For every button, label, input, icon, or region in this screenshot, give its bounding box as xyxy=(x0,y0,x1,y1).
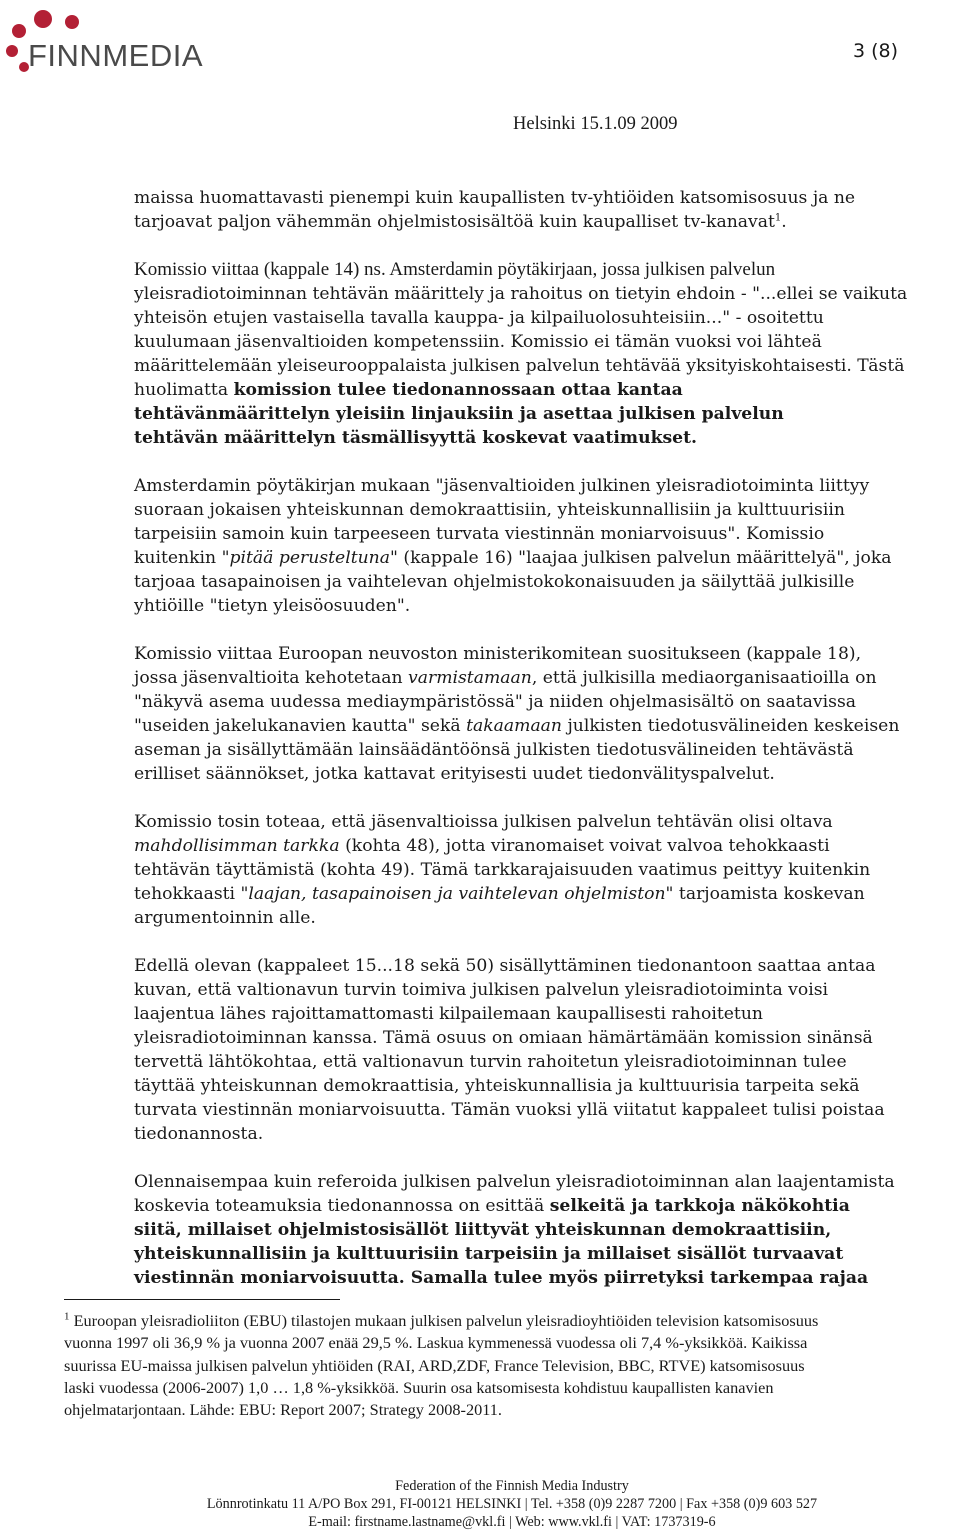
text-line: määrittelemään yleiseurooppalaista julkisen palvelun tehtävää yksityiskohtaisesti. Tästä xyxy=(134,356,905,376)
text-span: koskevia toteamuksia tiedonannossa on esittää xyxy=(134,1196,550,1216)
text-line: kuvan, että valtionavun turvin toimiva julkisen palvelun yleisradiotoiminta voisi xyxy=(134,980,829,1000)
paragraph-1 xyxy=(134,186,960,234)
text-line xyxy=(134,546,960,570)
logo-text: FINNMEDIA xyxy=(28,38,203,73)
paragraph-5 xyxy=(134,810,960,930)
text-line: kuulumaan jäsenvaltioiden kompetenssiin. Komissio ei tämän vuoksi voi lähteä xyxy=(134,332,822,352)
paragraph-3 xyxy=(134,474,960,618)
bold-text: viestinnän moniarvoisuutta. Samalla tulee myös piirretyksi tarkempaa rajaa xyxy=(134,1268,869,1288)
footnote-line xyxy=(64,1310,960,1332)
footer-address: Lönnrotinkatu 11 A/PO Box 291, FI-00121 HELSINKI | Tel. +358 (0)9 2287 7200 | Fax +358 (0)9 603 527 xyxy=(206,1496,818,1512)
text-span: julkisten tiedotusvälineiden keskeisen xyxy=(562,716,900,736)
bold-text: komission tulee tiedonannossaan ottaa kantaa xyxy=(233,380,683,400)
text-span: jossa jäsenvaltioita kehotetaan xyxy=(134,668,409,688)
text-span: tarjoamista koskevan xyxy=(673,884,865,904)
finnmedia-logo xyxy=(2,4,222,74)
text-line xyxy=(134,666,960,690)
paragraph-6 xyxy=(134,954,960,1146)
text-line xyxy=(134,210,960,234)
footnote-mark: 1 xyxy=(64,1310,70,1323)
page-footer xyxy=(0,1477,960,1531)
text-line: täyttää yhteiskunnan demokraattisia, yhteiskunnallisia ja kulttuurisia tarpeita sekä xyxy=(134,1076,860,1096)
text-line: yleisradiotoiminnan tehtävän määrittely ja rahoitus on tietyin ehdoin - "...ellei se vaikuta xyxy=(134,284,908,304)
text-line: laajentua lähes rajoittamattomasti kilpailemaan kaupallisesti rahoitetun xyxy=(134,1004,763,1024)
text-line: yleisradiotoiminnan kanssa. Tämä osuus on omiaan hämärtämään komission sinänsä xyxy=(134,1028,873,1048)
text-line: Amsterdamin pöytäkirjan mukaan "jäsenvaltioiden julkinen yleisradiotoiminta liittyy xyxy=(134,476,870,496)
text-span: tarjoavat paljon vähemmän ohjelmistosisältöä kuin kaupalliset tv-kanavat xyxy=(134,212,775,232)
bold-text: siitä, millaiset ohjelmistosisällöt liittyvät yhteiskunnan demokraattisiin, xyxy=(134,1220,832,1240)
text-line: Komissio tosin toteaa, että jäsenvaltioissa julkisen palvelun tehtävän olisi oltava xyxy=(134,812,833,832)
text-line xyxy=(134,834,960,858)
text-line: yhteisön etujen vastaisella tavalla kauppa- ja kilpailuolosuhteisiin..." - osoitettu xyxy=(134,308,824,328)
footnote-line: ohjelmatarjontaan. Lähde: EBU: Report 2007; Strategy 2008-2011. xyxy=(64,1400,502,1420)
text-line: tehtävän täyttämistä (kohta 49). Tämä tarkkarajaisuuden vaatimus peittyy kuitenkin xyxy=(134,860,871,880)
italic-text: takaamaan xyxy=(466,716,563,736)
text-line xyxy=(134,1266,960,1290)
text-span: kuitenkin " xyxy=(134,548,230,568)
italic-text: varmistamaan xyxy=(408,668,532,688)
bold-text: yhteiskunnallisiin ja kulttuurisiin tarpeisiin ja millaiset sisällöt turvaavat xyxy=(134,1244,844,1264)
document-date: Helsinki 15.1.09 2009 xyxy=(513,114,678,134)
text-span: Euroopan yleisradioliiton (EBU) tilastojen mukaan julkisen palvelun yleisradioyhtiöiden television katsomisosuus xyxy=(69,1311,819,1330)
text-span: huolimatta xyxy=(134,380,234,400)
text-line: tarpeisiin samoin kuin tarpeeseen turvata viestinnän moniarvoisuus". Komissio xyxy=(134,524,825,544)
footnote-line: vuonna 1997 oli 36,9 % ja vuonna 2007 enää 29,5 %. Laskua kymmenessä vuodessa oli 7,4 %-yksikköä. Kaikissa xyxy=(64,1333,808,1353)
text-span: . xyxy=(781,212,787,232)
text-span: , että julkisilla mediaorganisaatioilla on xyxy=(531,668,877,688)
bold-text: tehtävänmäärittelyn yleisiin linjauksiin ja asettaa julkisen palvelun xyxy=(134,404,784,424)
text-line xyxy=(134,1242,960,1266)
footnote-line: laski vuodessa (2006-2007) 1,0 … 1,8 %-yksikköä. Suurin osa katsomisesta kohdistuu kaupallisten kanavien xyxy=(64,1377,774,1397)
text-line: tervettä lähtökohtaa, että valtionavun turvin rahoitetun yleisradiotoiminnan tulee xyxy=(134,1052,847,1072)
paragraph-7 xyxy=(134,1170,960,1290)
text-span: " (kappale 16) "laajaa julkisen palvelun määrittelyä", joka xyxy=(390,548,892,568)
text-line: Olennaisempaa kuin referoida julkisen palvelun yleisradiotoiminnan alan laajentamista xyxy=(134,1172,895,1192)
footnote-line: suurissa EU-maissa julkisen palvelun yhtiöiden (RAI, ARD,ZDF, France Television, BBC, RTVE) katsomisosuus xyxy=(64,1355,805,1375)
footnote-separator xyxy=(64,1299,340,1300)
text-line: Komissio viittaa Euroopan neuvoston ministerikomitean suositukseen (kappale 18), xyxy=(134,644,862,664)
bold-text: selkeitä ja tarkkoja näkökohtia xyxy=(549,1196,850,1216)
italic-text: laajan, tasapainoisen ja vaihtelevan ohjelmiston" xyxy=(248,884,674,904)
page-number: 3 (8) xyxy=(852,40,898,62)
text-line: argumentoinnin alle. xyxy=(134,908,316,928)
text-line: "näkyvä asema uudessa mediaympäristössä" ja niiden ohjelmasisältö on saatavissa xyxy=(134,692,857,712)
text-line: tiedonannosta. xyxy=(134,1124,264,1144)
document-body xyxy=(134,186,960,1314)
text-line: Edellä olevan (kappaleet 15...18 sekä 50) sisällyttäminen tiedonantoon saattaa antaa xyxy=(134,956,876,976)
footnote xyxy=(64,1310,960,1421)
text-line: yhtiöille "tietyn yleisöosuuden". xyxy=(134,596,411,616)
paragraph-4 xyxy=(134,642,960,786)
footnote-reference: 1 xyxy=(774,212,782,224)
text-line xyxy=(134,1218,960,1242)
footer-contact: E-mail: firstname.lastname@vkl.fi | Web: www.vkl.fi | VAT: 1737319-6 xyxy=(308,1514,716,1530)
text-line xyxy=(134,1194,960,1218)
text-line: maissa huomattavasti pienempi kuin kaupallisten tv-yhtiöiden katsomisosuus ja ne xyxy=(134,188,856,208)
text-span: (kohta 48), jotta viranomaiset voivat valvoa tehokkaasti xyxy=(339,836,830,856)
italic-text: mahdollisimman tarkka xyxy=(134,836,340,856)
text-line: turvata viestinnän moniarvoisuutta. Tämän vuoksi yllä viitatut kappaleet tulisi poistaa xyxy=(134,1100,885,1120)
text-line xyxy=(134,714,960,738)
text-span: "useiden jakelukanavien kautta" sekä xyxy=(134,716,467,736)
paragraph-2 xyxy=(134,258,960,450)
text-line: erilliset säännökset, jotka kattavat erityisesti uudet tiedonvälityspalvelut. xyxy=(134,764,775,784)
text-line xyxy=(134,882,960,906)
italic-text: pitää perusteltuna xyxy=(229,548,390,568)
text-line xyxy=(134,402,960,426)
footer-org: Federation of the Finnish Media Industry xyxy=(395,1478,629,1494)
bold-text: tehtävän määrittelyn täsmällisyyttä koskevat vaatimukset. xyxy=(134,428,698,448)
text-span: tehokkaasti " xyxy=(134,884,249,904)
text-line: suoraan jokaisen yhteiskunnan demokraattisiin, yhteiskunnallisiin ja kulttuurisiin xyxy=(134,500,845,520)
text-line xyxy=(134,426,960,450)
text-line xyxy=(134,378,960,402)
text-line: tarjoaa tasapainoisen ja vaihtelevan ohjelmistokokonaisuuden ja säilyttää julkisille xyxy=(134,572,855,592)
text-line: aseman ja sisällyttämään lainsäädäntöönsä julkisten tiedotusvälineiden tehtävästä xyxy=(134,740,854,760)
text-line: Komissio viittaa (kappale 14) ns. Amsterdamin pöytäkirjaan, jossa julkisen palvelun xyxy=(134,259,776,280)
